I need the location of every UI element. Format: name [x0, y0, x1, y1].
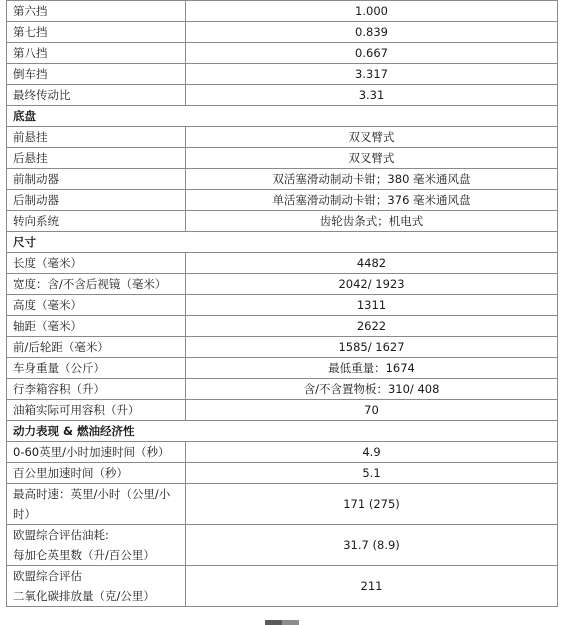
section-title: 动力表现 & 燃油经济性	[7, 421, 558, 442]
spec-label: 百公里加速时间（秒）	[7, 463, 186, 484]
spec-value: 0.667	[186, 43, 558, 64]
spec-row	[7, 274, 558, 295]
section-title: 底盘	[7, 106, 558, 127]
spec-label: 最高时速：英里/小时（公里/小时）	[7, 484, 186, 525]
spec-row	[7, 169, 558, 190]
spec-value: 齿轮齿条式；机电式	[186, 211, 558, 232]
spec-value: 31.7 (8.9)	[186, 525, 558, 566]
spec-row	[7, 400, 558, 421]
page-indicator	[265, 620, 299, 625]
spec-value: 1311	[186, 295, 558, 316]
spec-label: 最终传动比	[7, 85, 186, 106]
spec-label: 0-60英里/小时加速时间（秒）	[7, 442, 186, 463]
spec-value: 含/不含置物板：310/ 408	[186, 379, 558, 400]
spec-row	[7, 22, 558, 43]
spec-row	[7, 1, 558, 22]
spec-label: 长度（毫米）	[7, 253, 186, 274]
spec-label: 欧盟综合评估油耗: 每加仑英里数（升/百公里）	[7, 525, 186, 566]
spec-row	[7, 253, 558, 274]
spec-label: 前制动器	[7, 169, 186, 190]
spec-value: 5.1	[186, 463, 558, 484]
spec-label: 前悬挂	[7, 127, 186, 148]
spec-row	[7, 358, 558, 379]
spec-label: 宽度：含/不含后视镜（毫米）	[7, 274, 186, 295]
spec-value: 171 (275)	[186, 484, 558, 525]
spec-table	[6, 0, 558, 607]
spec-row	[7, 127, 558, 148]
spec-value: 4482	[186, 253, 558, 274]
section-header-row	[7, 232, 558, 253]
section-header-row	[7, 421, 558, 442]
spec-value: 双叉臂式	[186, 127, 558, 148]
spec-value: 双叉臂式	[186, 148, 558, 169]
spec-label: 轴距（毫米）	[7, 316, 186, 337]
spec-value: 1.000	[186, 1, 558, 22]
spec-row	[7, 379, 558, 400]
spec-value: 双活塞滑动制动卡钳；380 毫米通风盘	[186, 169, 558, 190]
section-header-row	[7, 106, 558, 127]
spec-row	[7, 316, 558, 337]
spec-label: 高度（毫米）	[7, 295, 186, 316]
spec-value: 1585/ 1627	[186, 337, 558, 358]
spec-label: 第八挡	[7, 43, 186, 64]
spec-value: 2042/ 1923	[186, 274, 558, 295]
spec-row	[7, 525, 558, 566]
spec-row	[7, 566, 558, 607]
spec-row	[7, 190, 558, 211]
spec-label: 第七挡	[7, 22, 186, 43]
spec-row	[7, 211, 558, 232]
spec-label: 行李箱容积（升）	[7, 379, 186, 400]
spec-label: 油箱实际可用容积（升）	[7, 400, 186, 421]
spec-label: 前/后轮距（毫米）	[7, 337, 186, 358]
spec-row	[7, 463, 558, 484]
spec-label: 转向系统	[7, 211, 186, 232]
spec-value: 0.839	[186, 22, 558, 43]
spec-table-body	[7, 1, 558, 607]
spec-value: 4.9	[186, 442, 558, 463]
page-indicator-active	[282, 620, 299, 625]
spec-row	[7, 64, 558, 85]
spec-label: 第六挡	[7, 1, 186, 22]
spec-value: 2622	[186, 316, 558, 337]
spec-row	[7, 484, 558, 525]
spec-value: 3.31	[186, 85, 558, 106]
spec-row	[7, 337, 558, 358]
spec-row	[7, 148, 558, 169]
spec-label: 后制动器	[7, 190, 186, 211]
spec-value: 单活塞滑动制动卡钳；376 毫米通风盘	[186, 190, 558, 211]
spec-row	[7, 295, 558, 316]
spec-value: 70	[186, 400, 558, 421]
spec-value: 最低重量：1674	[186, 358, 558, 379]
spec-value: 3.317	[186, 64, 558, 85]
spec-label: 后悬挂	[7, 148, 186, 169]
spec-value: 211	[186, 566, 558, 607]
section-title: 尺寸	[7, 232, 558, 253]
spec-label: 倒车挡	[7, 64, 186, 85]
spec-row	[7, 85, 558, 106]
spec-label: 欧盟综合评估 二氧化碳排放量（克/公里）	[7, 566, 186, 607]
spec-row	[7, 43, 558, 64]
spec-row	[7, 442, 558, 463]
spec-label: 车身重量（公斤）	[7, 358, 186, 379]
